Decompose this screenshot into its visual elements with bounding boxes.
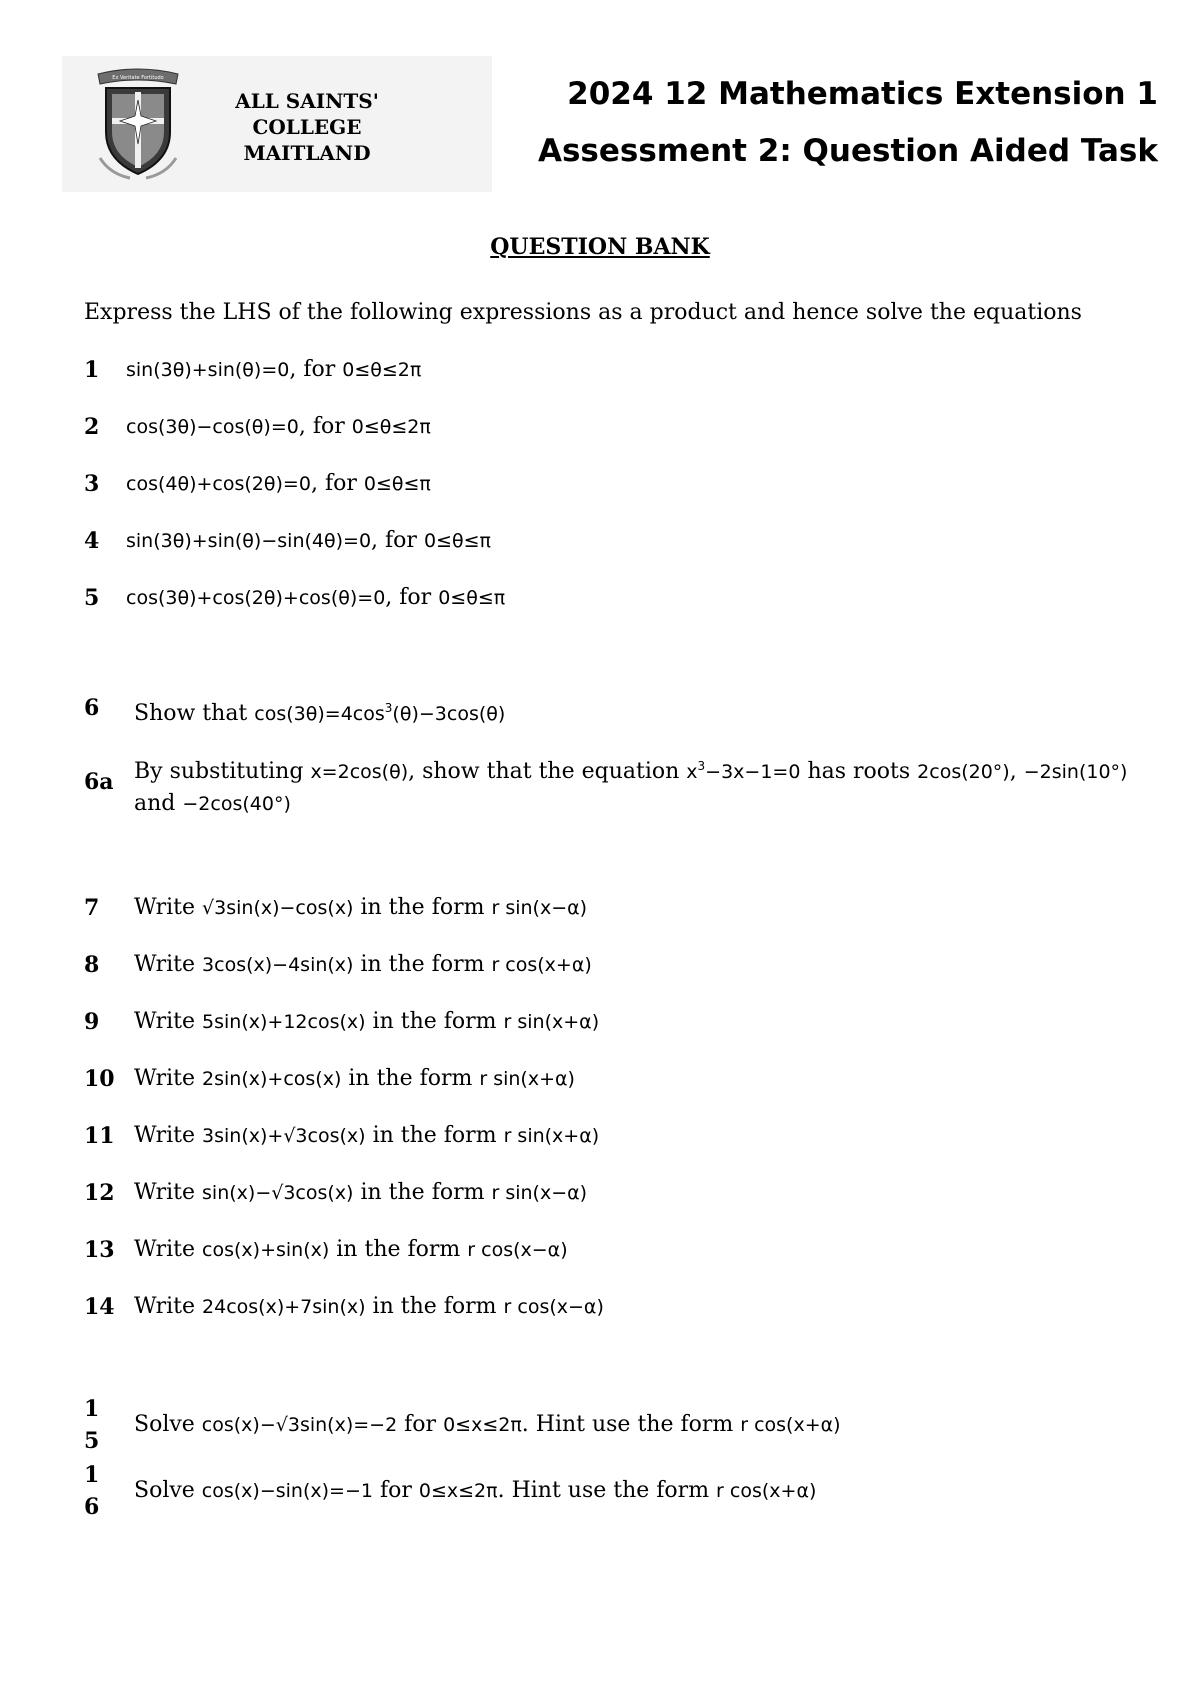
domain: 0≤x≤2π <box>418 1480 498 1502</box>
expression: 3cos(x)−4sin(x) <box>202 954 354 976</box>
equation: cos(3θ)−cos(θ)=0 <box>126 416 299 438</box>
question-body <box>134 892 587 924</box>
question-number: 9 <box>84 1009 100 1035</box>
lead-text: Solve <box>134 1412 202 1437</box>
question-number: 2 <box>84 414 100 440</box>
expression: 2sin(x)+cos(x) <box>202 1068 342 1090</box>
question-number: 5 <box>84 585 100 611</box>
question-body <box>126 582 505 614</box>
question-number-bottom: 6 <box>84 1494 100 1520</box>
target-form: r cos(x+α) <box>491 954 592 976</box>
target-form: r cos(x+α) <box>740 1414 841 1436</box>
expression: cos(x)+sin(x) <box>202 1239 330 1261</box>
domain: 0≤θ≤2π <box>351 416 431 438</box>
exponent: 3 <box>697 759 706 773</box>
lead-text: By substituting <box>134 759 311 784</box>
question-bank-heading: QUESTION BANK <box>490 234 710 260</box>
exponent: 3 <box>384 701 393 715</box>
question-number-top: 1 <box>84 1396 100 1422</box>
equation: cos(4θ)+cos(2θ)=0 <box>126 473 311 495</box>
title-line1: 2024 12 Mathematics Extension 1 <box>567 76 1158 112</box>
title-line2: Assessment 2: Question Aided Task <box>537 133 1158 169</box>
target-form: r cos(x−α) <box>467 1239 568 1261</box>
roots-text: has roots <box>800 759 918 784</box>
target-form: r cos(x−α) <box>503 1296 604 1318</box>
expression: 24cos(x)+7sin(x) <box>202 1296 366 1318</box>
lead-text: Write <box>134 1066 203 1091</box>
lead-text: Write <box>134 1009 203 1034</box>
mid-text: , show that the equation <box>408 759 687 784</box>
hint-text: . Hint use the form <box>497 1478 717 1503</box>
cubic-rest: −3x−1=0 <box>705 761 801 783</box>
school-name <box>192 88 422 166</box>
question-body <box>134 1291 604 1323</box>
question-number: 4 <box>84 528 100 554</box>
mid-text: in the form <box>365 1294 504 1319</box>
question-number: 11 <box>84 1123 115 1149</box>
lead-text: Write <box>134 1123 203 1148</box>
identity-right: (θ)−3cos(θ) <box>392 703 506 725</box>
question-number: 6a <box>84 769 114 795</box>
root-1: 2cos(20°) <box>917 761 1010 783</box>
question-body <box>134 1475 816 1507</box>
lead-text: Write <box>134 1180 203 1205</box>
root-3: −2cos(40°) <box>182 793 291 815</box>
domain: 0≤θ≤π <box>363 473 431 495</box>
lead-text: Show that <box>134 701 255 726</box>
expression: √3sin(x)−cos(x) <box>202 897 354 919</box>
target-form: r sin(x+α) <box>503 1125 600 1147</box>
question-number: 8 <box>84 952 100 978</box>
question-number-bottom: 5 <box>84 1428 100 1454</box>
instructions-text: Express the LHS of the following expressions as a product and hence solve the equations <box>84 300 1082 325</box>
question-body <box>134 750 1144 820</box>
school-logo-block <box>62 56 492 192</box>
target-form: r sin(x+α) <box>503 1011 600 1033</box>
text: , for <box>371 528 424 553</box>
equation: sin(3θ)+sin(θ)−sin(4θ)=0 <box>126 530 372 552</box>
expression: sin(x)−√3cos(x) <box>202 1182 354 1204</box>
question-body <box>134 692 505 730</box>
substitution: x=2cos(θ) <box>310 761 409 783</box>
mid-text: in the form <box>365 1009 504 1034</box>
lead-text: Write <box>134 952 203 977</box>
equation: cos(x)−√3sin(x)=−2 <box>201 1414 398 1436</box>
equation: cos(3θ)+cos(2θ)+cos(θ)=0 <box>126 587 386 609</box>
question-body <box>126 354 421 386</box>
question-number: 14 <box>84 1294 115 1320</box>
domain: 0≤θ≤2π <box>342 359 422 381</box>
question-body <box>126 468 431 500</box>
crest-motto: Ex Veritate Fortitudo <box>112 75 164 81</box>
question-number-top: 1 <box>84 1462 100 1488</box>
question-number: 7 <box>84 895 100 921</box>
target-form: r sin(x+α) <box>479 1068 575 1090</box>
text: , for <box>298 414 352 439</box>
target-form: r sin(x−α) <box>491 1182 588 1204</box>
hint-text: . Hint use the form <box>521 1412 741 1437</box>
question-body <box>126 411 431 443</box>
domain: 0≤x≤2π <box>443 1414 522 1436</box>
question-number: 6 <box>84 695 100 721</box>
target-form: r cos(x+α) <box>716 1480 817 1502</box>
question-number: 12 <box>84 1180 115 1206</box>
expression: 3sin(x)+√3cos(x) <box>202 1125 366 1147</box>
school-name-line2: MAITLAND <box>243 141 371 165</box>
lead-text: Write <box>134 1237 203 1262</box>
expression: 5sin(x)+12cos(x) <box>202 1011 366 1033</box>
for-text: for <box>372 1478 419 1503</box>
comma: , <box>1009 759 1017 784</box>
domain: 0≤θ≤π <box>438 587 506 609</box>
equation: cos(x)−sin(x)=−1 <box>201 1480 373 1502</box>
mid-text: in the form <box>353 952 492 977</box>
text: , for <box>310 471 364 496</box>
and-text: and <box>134 791 183 816</box>
text: , for <box>385 585 439 610</box>
document-title <box>478 66 1158 180</box>
root-2: −2sin(10°) <box>1023 761 1128 783</box>
question-body <box>134 1006 599 1038</box>
question-number: 3 <box>84 471 100 497</box>
question-number <box>84 1459 120 1523</box>
equation: sin(3θ)+sin(θ)=0 <box>126 359 290 381</box>
question-body <box>126 525 491 557</box>
mid-text: in the form <box>329 1237 468 1262</box>
cubic-x: x <box>686 761 698 783</box>
mid-text: in the form <box>353 1180 492 1205</box>
question-number <box>84 1393 120 1457</box>
target-form: r sin(x−α) <box>491 897 588 919</box>
school-crest-icon <box>90 62 186 184</box>
question-body <box>134 1177 587 1209</box>
lead-text: Write <box>134 1294 203 1319</box>
mid-text: in the form <box>341 1066 480 1091</box>
for-text: for <box>397 1412 444 1437</box>
question-body <box>134 1409 841 1441</box>
question-number: 13 <box>84 1237 115 1263</box>
lead-text: Solve <box>134 1478 202 1503</box>
mid-text: in the form <box>365 1123 504 1148</box>
mid-text: in the form <box>353 895 492 920</box>
question-number: 1 <box>84 357 100 383</box>
question-body <box>134 1120 599 1152</box>
text: , for <box>289 357 343 382</box>
domain: 0≤θ≤π <box>423 530 491 552</box>
question-body <box>134 1234 568 1266</box>
lead-text: Write <box>134 895 203 920</box>
school-name-line1: ALL SAINTS' COLLEGE <box>235 89 379 139</box>
identity-left: cos(3θ)=4cos <box>254 703 385 725</box>
question-body <box>134 949 592 981</box>
question-number: 10 <box>84 1066 115 1092</box>
question-body <box>134 1063 575 1095</box>
